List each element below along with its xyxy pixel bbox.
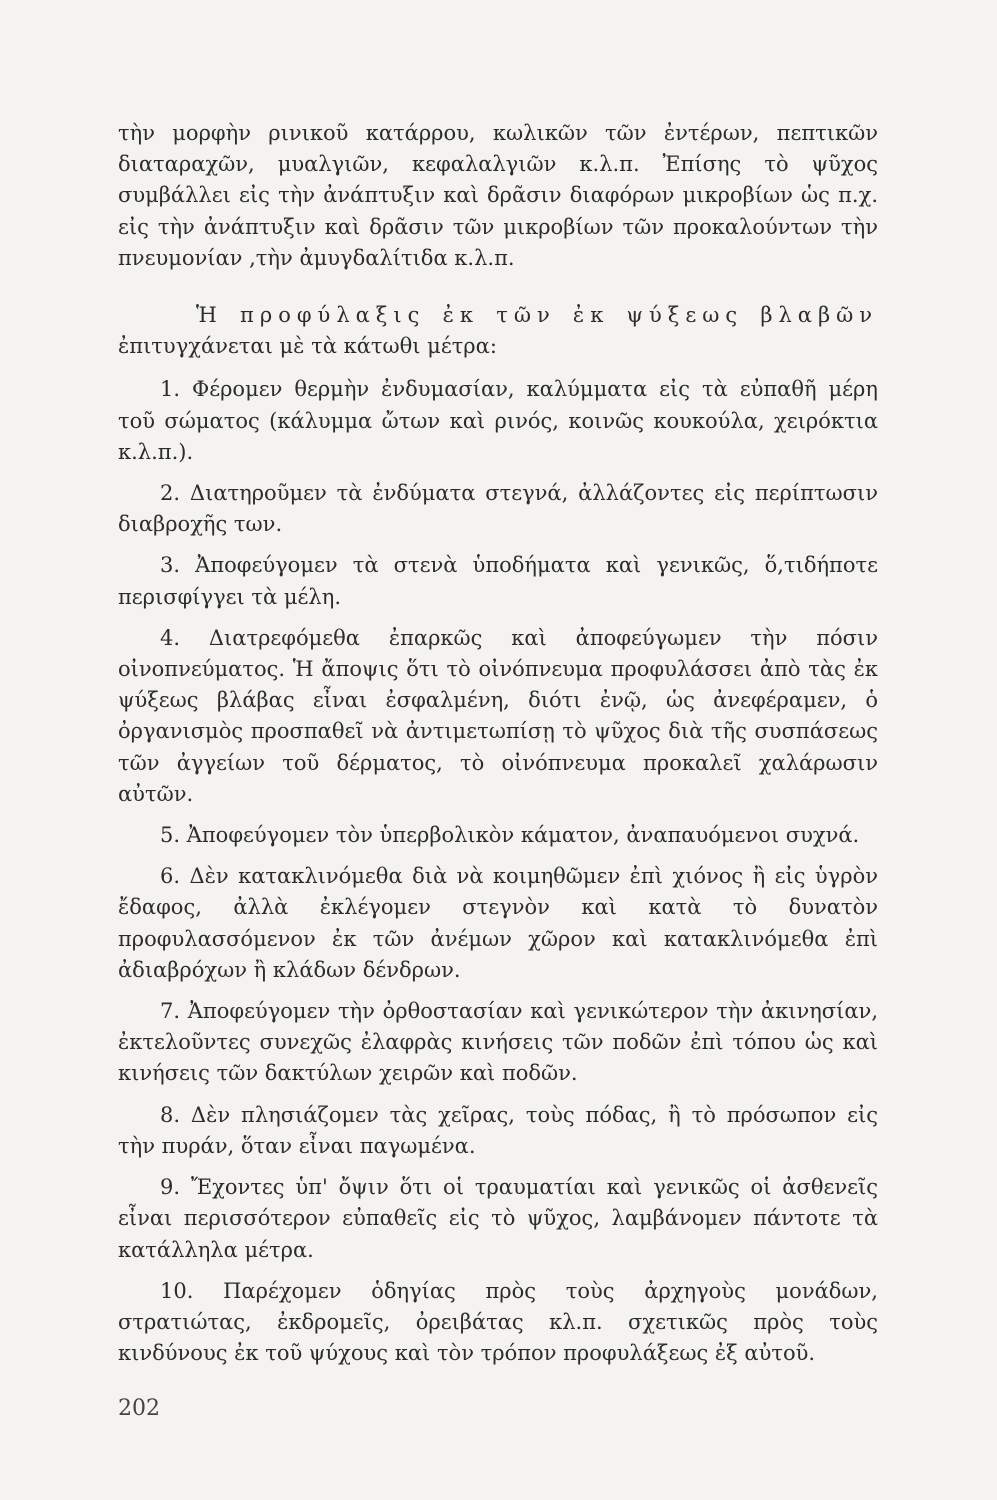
list-item-5: 5. Ἀποφεύγομεν τὸν ὑπερβολικὸν κάματον, ἀναπαυόμενοι συχνά. — [160, 823, 860, 848]
section-lead-paragraph — [118, 300, 878, 362]
list-item-7: 7. Ἀποφεύγομεν τὴν ὀρθοστασίαν καὶ γενικώτερον τὴν ἀκινησίαν, ἐκτελοῦντες συνεχῶς ἐλαφρὰς κινήσεις τῶν ποδῶν ἐπὶ τόπου ὡς καὶ κινήσεις τῶν δακτύλων χειρῶν καὶ ποδῶν. — [118, 999, 878, 1086]
list-item-4: 4. Διατρεφόμεθα ἐπαρκῶς καὶ ἀποφεύγωμεν τὴν πόσιν οἰνοπνεύματος. Ἡ ἄποψις ὅτι τὸ οἰνόπνευμα προφυλάσσει ἀπὸ τὰς ἐκ ψύξεως βλάβας εἶναι ἐσφαλμένη, διότι ἐνῷ, ὡς ἀνεφέραμεν, ὁ ὀργανισμὸς προσπαθεῖ νὰ ἀντιμετωπίσῃ τὸ ψῦχος διὰ τῆς συσπάσεως τῶν ἀγγείων τοῦ δέρματος, τὸ οἰνόπνευμα προκαλεῖ χαλάρωσιν αὐτῶν. — [118, 625, 878, 806]
page-number: 202 — [118, 1396, 160, 1421]
list-item-10: 10. Παρέχομεν ὁδηγίας πρὸς τοὺς ἀρχηγοὺς μονάδων, στρατιώτας, ἐκδρομεῖς, ὀρειβάτας κλ.π. σχετικῶς πρὸς τοὺς κινδύνους ἐκ τοῦ ψύχους καὶ τὸν τρόπον προφυλάξεως ἐξ αὐτοῦ. — [118, 1278, 878, 1366]
list-item-9: 9. Ἔχοντες ὑπ' ὄψιν ὅτι οἱ τραυματίαι καὶ γενικῶς οἱ ἀσθενεῖς εἶναι περισσότερον εὐπαθεῖς εἰς τὸ ψῦχος, λαμβάνομεν πάντοτε τὰ κατάλληλα μέτρα. — [118, 1175, 878, 1262]
list-item-6: 6. Δὲν κατακλινόμεθα διὰ νὰ κοιμηθῶμεν ἐπὶ χιόνος ἢ εἰς ὑγρὸν ἔδαφος, ἀλλὰ ἐκλέγομεν στεγνὸν καὶ κατὰ τὸ δυνατὸν προφυλασσόμενον ἐκ τῶν ἀνέμων χῶρον καὶ κατακλινόμεθα ἐπὶ ἀδιαβρόχων ἢ κλάδων δένδρων. — [118, 864, 878, 982]
section-heading: Ἡ προφύλαξις ἐκ τῶν ἐκ ψύξεως βλαβῶν — [196, 303, 878, 328]
list-item-1: 1. Φέρομεν θερμὴν ἐνδυμασίαν, καλύμματα εἰς τὰ εὐπαθῆ μέρη τοῦ σώματος (κάλυμμα ὤτων καὶ ρινός, κοινῶς κουκούλα, χειρόκτια κ.λ.π.). — [118, 377, 878, 464]
measures-list — [118, 374, 878, 1369]
page-body — [118, 118, 878, 1379]
section-heading-continuation: ἐπιτυγχάνεται μὲ τὰ κάτωθι μέτρα: — [118, 334, 497, 359]
list-item-8: 8. Δὲν πλησιάζομεν τὰς χεῖρας, τοὺς πόδας, ἢ τὸ πρόσωπον εἰς τὴν πυράν, ὅταν εἶναι παγωμένα. — [118, 1102, 878, 1158]
list-item-3: 3. Ἀποφεύγομεν τὰ στενὰ ὑποδήματα καὶ γενικῶς, ὅ,τιδήποτε περισφίγγει τὰ μέλη. — [118, 553, 878, 609]
intro-paragraph: τὴν μορφὴν ρινικοῦ κατάρρου, κωλικῶν τῶν ἐντέρων, πεπτικῶν διαταραχῶν, μυαλγιῶν, κεφαλαλγιῶν κ.λ.π. Ἐπίσης τὸ ψῦχος συμβάλλει εἰς τὴν ἀνάπτυξιν καὶ δρᾶσιν διαφόρων μικροβίων ὡς π.χ. εἰς τὴν ἀνάπτυξιν καὶ δρᾶσιν τῶν μικροβίων τῶν προκαλούντων τὴν πνευμονίαν ,τὴν ἀμυγδαλίτιδα κ.λ.π. — [118, 121, 878, 270]
list-item-2: 2. Διατηροῦμεν τὰ ἐνδύματα στεγνά, ἀλλάζοντες εἰς περίπτωσιν διαβροχῆς των. — [118, 481, 878, 537]
